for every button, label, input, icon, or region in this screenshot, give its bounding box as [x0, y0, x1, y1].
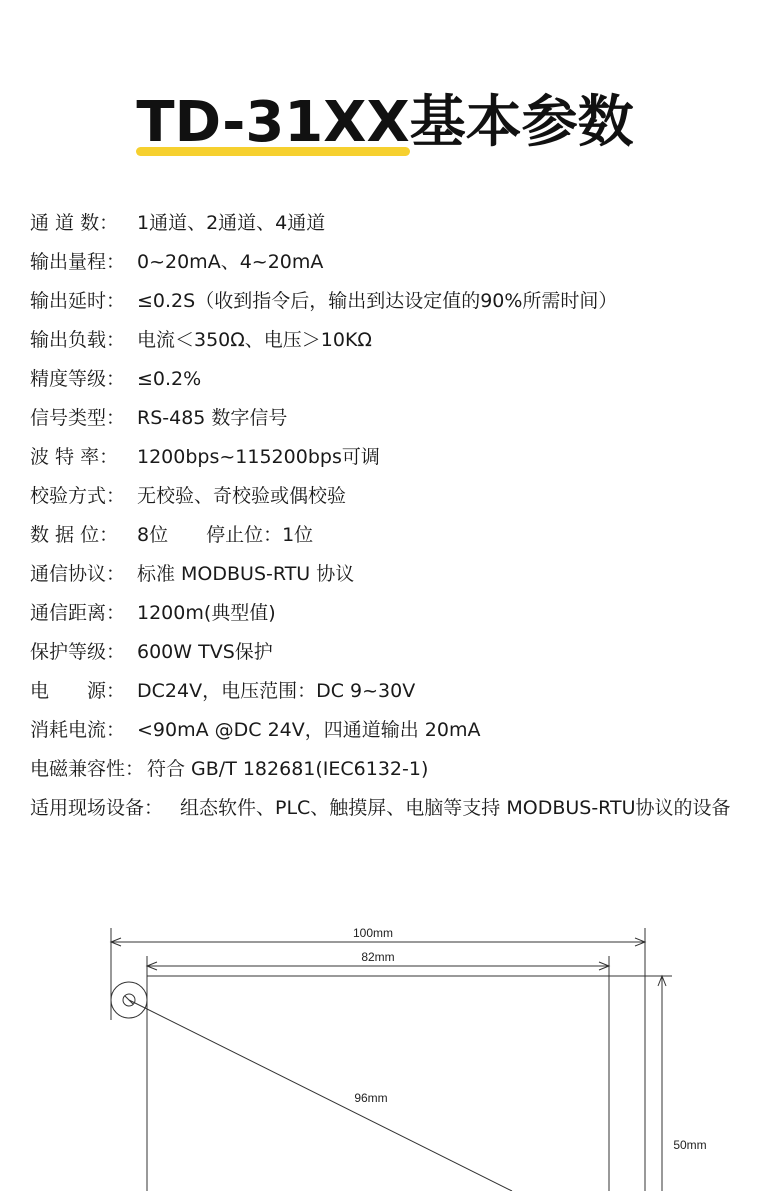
spec-row-accuracy: [30, 360, 750, 399]
spec-row-protocol: [30, 555, 750, 594]
spec-row-parity: [30, 477, 750, 516]
spec-value: 600W TVS保护: [137, 641, 273, 663]
spec-value: 符合 GB/T 182681(IEC6132-1): [147, 758, 429, 780]
spec-label: 输出负载：: [30, 329, 126, 351]
spec-label: 保护等级：: [30, 641, 126, 663]
spec-list: [30, 204, 750, 867]
spec-value: 1200m(典型值): [137, 602, 276, 624]
spec-value: 标准 MODBUS-RTU 协议: [137, 563, 355, 585]
spec-label: 校验方式：: [30, 485, 126, 507]
spec-value: 电流＜350Ω、电压＞10KΩ: [137, 329, 372, 351]
spec-value: 0~20mA、4~20mA: [137, 251, 324, 273]
label-height: 50mm: [673, 1138, 707, 1152]
spec-row-protection: [30, 633, 750, 672]
spec-row-power: [30, 672, 750, 711]
spec-value: ≤0.2%: [137, 368, 202, 390]
spec-label: 电磁兼容性：: [30, 758, 145, 780]
spec-row-distance: [30, 594, 750, 633]
spec-row-output-range: [30, 243, 750, 282]
spec-value: ≤0.2S（收到指令后，输出到达设定值的90%所需时间）: [137, 290, 618, 312]
spec-row-baud-rate: [30, 438, 750, 477]
spec-label: 波 特 率：: [30, 446, 119, 468]
spec-value: <90mA @DC 24V，四通道输出 20mA: [137, 719, 481, 741]
spec-row-output-load: [30, 321, 750, 360]
spec-value: 无校验、奇校验或偶校验: [137, 485, 347, 507]
spec-row-output-delay: [30, 282, 750, 321]
spec-row-emc: [30, 750, 750, 789]
spec-label: 输出延时：: [30, 290, 126, 312]
spec-value: 1200bps~115200bps可调: [137, 446, 380, 468]
spec-value: 8位 停止位：1位: [137, 524, 314, 546]
spec-row-applicable: [30, 789, 750, 867]
spec-label: 通信距离：: [30, 602, 126, 624]
spec-value: RS-485 数字信号: [137, 407, 288, 429]
spec-label: 电 源：: [30, 680, 126, 702]
title-text: 基本参数: [409, 90, 634, 155]
spec-label: 信号类型：: [30, 407, 126, 429]
spec-value: 1通道、2通道、4通道: [137, 212, 326, 234]
dimension-drawing: [0, 900, 770, 1191]
title-model: TD-31XX: [136, 88, 409, 158]
page-title: [0, 88, 770, 158]
label-overall-width: 100mm: [352, 926, 394, 940]
dimension-line-diagonal: [129, 1000, 512, 1191]
spec-label: 消耗电流：: [30, 719, 126, 741]
spec-label: 通信协议：: [30, 563, 126, 585]
spec-label: 精度等级：: [30, 368, 126, 390]
spec-value: DC24V，电压范围：DC 9~30V: [137, 680, 416, 702]
label-body-width: 82mm: [361, 950, 395, 964]
spec-label: 通 道 数：: [30, 212, 119, 234]
spec-row-channels: [30, 204, 750, 243]
spec-label: 数 据 位：: [30, 524, 119, 546]
spec-row-current: [30, 711, 750, 750]
spec-label: 适用现场设备：: [30, 797, 164, 819]
spec-label: 输出量程：: [30, 251, 126, 273]
spec-value: 组态软件、PLC、触摸屏、电脑等支持 MODBUS-RTU协议的设备: [180, 797, 731, 819]
spec-row-signal-type: [30, 399, 750, 438]
spec-row-data-bits: [30, 516, 750, 555]
label-diagonal: 96mm: [354, 1091, 388, 1105]
